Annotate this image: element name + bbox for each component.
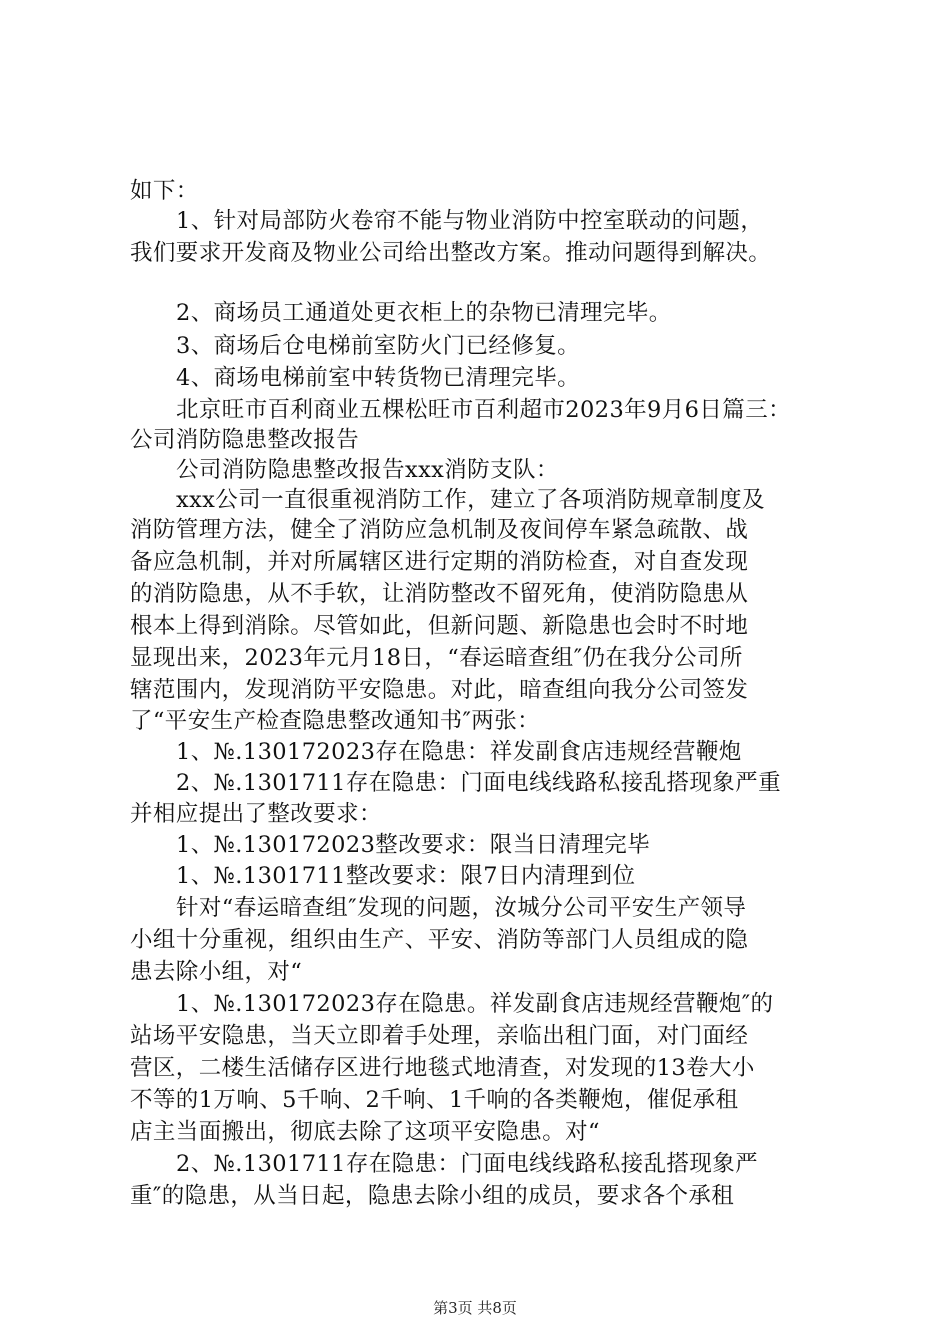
text-line: 1、针对局部防火卷帘不能与物业消防中控室联动的问题， xyxy=(176,208,764,234)
text-line: xxx公司一直很重视消防工作，建立了各项消防规章制度及 xyxy=(176,487,765,513)
text-line: 站场平安隐患，当天立即着手处理，亲临出租门面，对门面经 xyxy=(130,1023,749,1049)
text-line: 重″的隐患，从当日起，隐患去除小组的成员，要求各个承租 xyxy=(130,1183,735,1209)
text-line: 如下： xyxy=(130,178,199,204)
text-line: 的消防隐患，从不手软，让消防整改不留死角，使消防隐患从 xyxy=(130,581,749,607)
text-line: 我们要求开发商及物业公司给出整改方案。推动问题得到解决。 xyxy=(130,240,772,266)
text-line: 2、商场员工通道处更衣柜上的杂物已清理完毕。 xyxy=(176,300,672,326)
text-line: 4、商场电梯前室中转货物已清理完毕。 xyxy=(176,365,581,391)
text-line: 了“平安生产检查隐患整改通知书″两张： xyxy=(130,708,541,734)
text-line: 2、№.1301711存在隐患：门面电线线路私接乱搭现象严重 xyxy=(176,770,781,796)
text-line: 1、№.1301711整改要求：限7日内清理到位 xyxy=(176,863,636,889)
text-line: 3、商场后仓电梯前室防火门已经修复。 xyxy=(176,333,581,359)
text-line: 北京旺市百利商业五棵松旺市百利超市2023年9月6日篇三： xyxy=(176,397,791,423)
text-line: 公司消防隐患整改报告 xyxy=(130,427,360,453)
text-line: 1、№.130172023整改要求：限当日清理完毕 xyxy=(176,832,651,858)
text-line: 备应急机制，并对所属辖区进行定期的消防检查，对自查发现 xyxy=(130,549,749,575)
text-line: 针对“春运暗查组″发现的问题，汝城分公司平安生产领导 xyxy=(176,895,747,921)
text-line: 并相应提出了整改要求： xyxy=(130,801,382,827)
text-line: 患去除小组，对“ xyxy=(130,959,303,985)
text-line: 公司消防隐患整改报告xxx消防支队： xyxy=(176,457,559,483)
text-line: 店主当面搬出，彻底去除了这项平安隐患。对“ xyxy=(130,1119,600,1145)
text-line: 小组十分重视，组织由生产、平安、消防等部门人员组成的隐 xyxy=(130,927,749,953)
text-line: 辖范围内，发现消防平安隐患。对此，暗查组向我分公司签发 xyxy=(130,677,749,703)
text-line: 营区，二楼生活储存区进行地毯式地清查，对发现的13卷大小 xyxy=(130,1055,755,1081)
text-line: 根本上得到消除。尽管如此，但新问题、新隐患也会时不时地 xyxy=(130,613,749,639)
text-line: 显现出来，2023年元月18日，“春运暗查组″仍在我分公司所 xyxy=(130,645,743,671)
text-line: 不等的1万响、5千响、2千响、1千响的各类鞭炮，催促承租 xyxy=(130,1087,739,1113)
text-line: 1、№.130172023存在隐患。祥发副食店违规经营鞭炮″的 xyxy=(176,991,774,1017)
page-number: 第3页 共8页 xyxy=(433,1299,517,1317)
text-line: 2、№.1301711存在隐患：门面电线线路私接乱搭现象严 xyxy=(176,1151,759,1177)
text-line: 1、№.130172023存在隐患：祥发副食店违规经营鞭炮 xyxy=(176,739,742,765)
text-line: 消防管理方法，健全了消防应急机制及夜间停车紧急疏散、战 xyxy=(130,517,749,543)
